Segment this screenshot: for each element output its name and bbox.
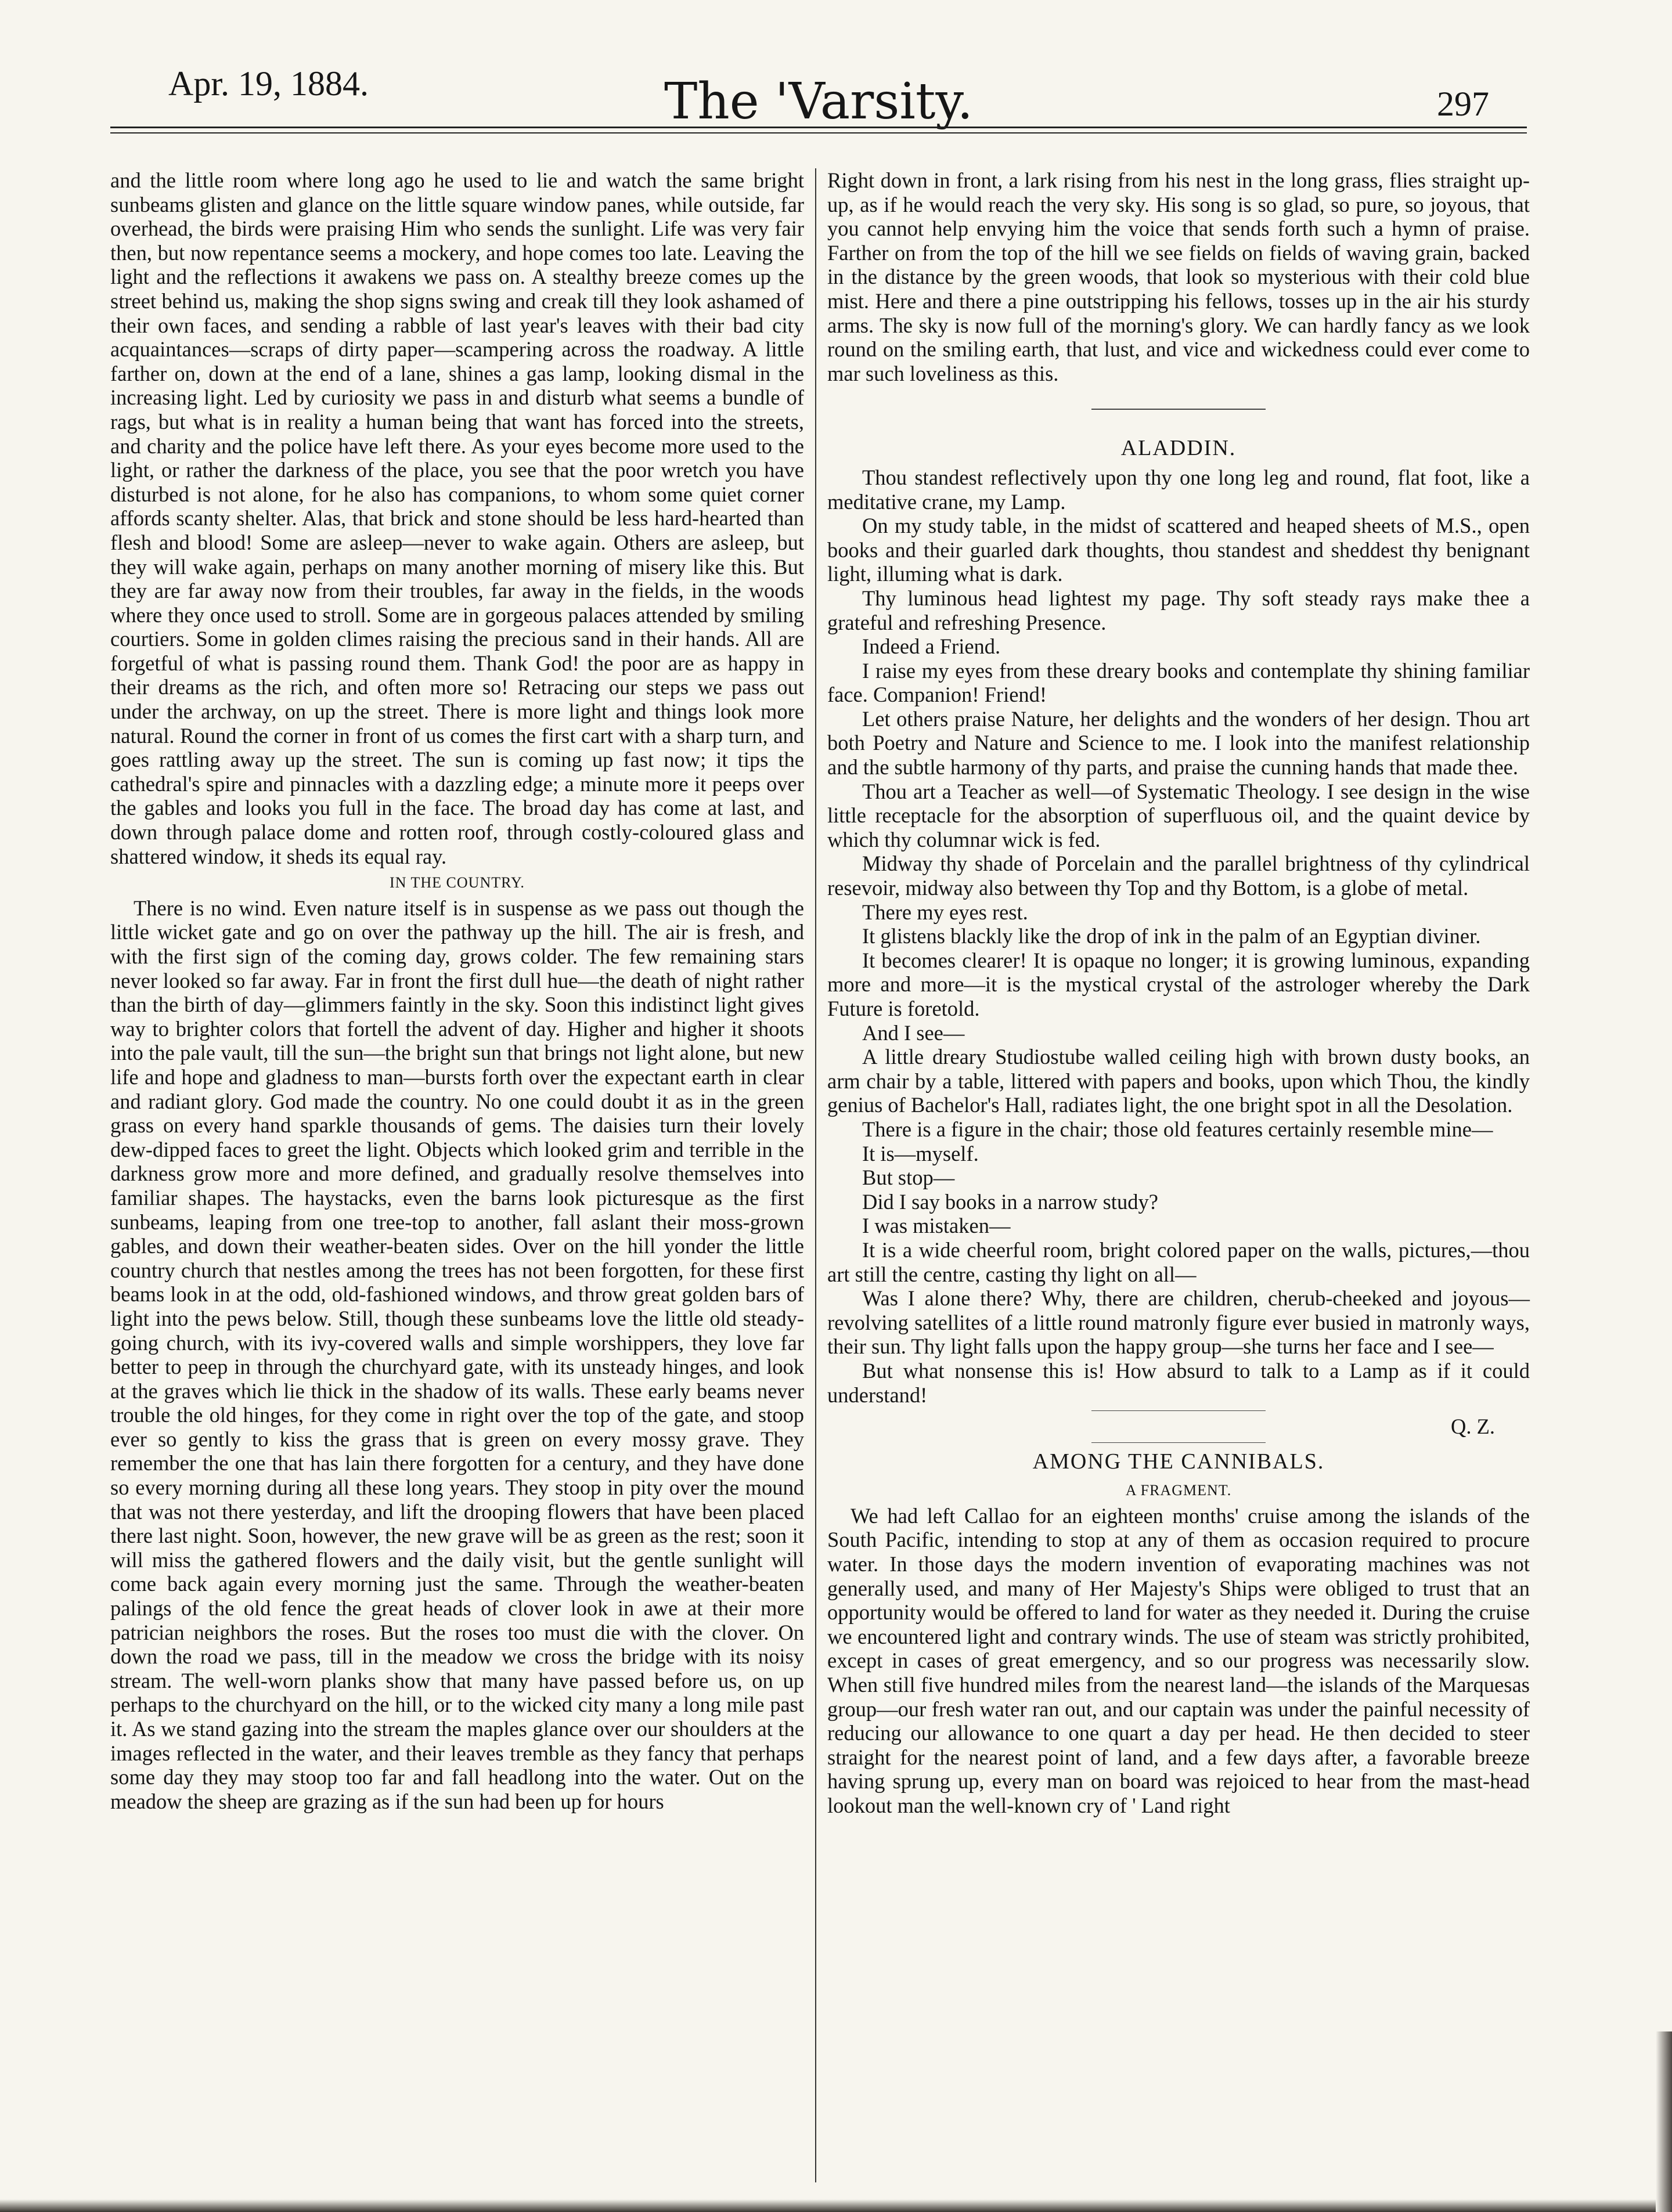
page-header xyxy=(110,58,1527,131)
article-title-cannibals: AMONG THE CANNIBALS. xyxy=(1032,1449,1325,1474)
aladdin-paragraph: I raise my eyes from these dreary books and contemplate thy shining familiar face. Companion! Friend! xyxy=(827,658,1530,707)
left-column xyxy=(110,168,804,1813)
masthead-title: The 'Varsity. xyxy=(664,73,973,131)
aladdin-paragraph: Thou art a Teacher as well—of Systematic Theology. I see design in the wise little receptacle for the absorption of superfluous oil, and the quaint device by which thy columnar wick is fed. xyxy=(827,779,1530,851)
page-number: 297 xyxy=(1437,85,1489,123)
aladdin-paragraph: And I see— xyxy=(862,1020,965,1045)
aladdin-paragraph: Did I say books in a narrow study? xyxy=(862,1189,1158,1214)
aladdin-paragraph: Let others praise Nature, her delights and the wonders of her design. Thou art both Poetry and Nature and Science to me. I look into the manifest relationship and the subtle harmony of thy parts, and praise the cunning hands that made thee. xyxy=(827,706,1530,780)
issue-date: Apr. 19, 1884. xyxy=(168,64,369,103)
header-rule-secondary xyxy=(110,132,1527,133)
aladdin-paragraph: It becomes clearer! It is opaque no longer; it is growing luminous, expanding more and more—it is the mystical crystal of the astrologer whereby the Dark Future is foretold. xyxy=(827,948,1530,1020)
author-signature: Q. Z. xyxy=(1450,1414,1495,1439)
aladdin-paragraph: Indeed a Friend. xyxy=(862,634,1001,659)
aladdin-paragraph: It is a wide cheerful room, bright colored paper on the walls, pictures,—thou art still the centre, casting thy light on all— xyxy=(827,1237,1530,1286)
section-divider-short xyxy=(1091,1410,1266,1411)
aladdin-paragraph: Thy luminous head lightest my page. Thy soft steady rays make thee a grateful and refreshing Presence. xyxy=(827,586,1530,634)
aladdin-paragraph: There my eyes rest. xyxy=(862,900,1028,924)
page-edge-shadow-right xyxy=(1656,2031,1672,2212)
article-paragraph: and the little room where long ago he used to lie and watch the same bright sunbeams glisten and glance on the little square window panes, while outside, far overhead, the birds were praising Him who sends the sunlight. Life was very fair then, but now repentance seems a mockery, and hope comes too late. Leaving the light and the reflections it awakens we pass on. A stealthy breeze comes up the street behind us, making the shop signs swing and creak till they look ashamed of their own faces, and sending a rabble of last year's leaves with their bad city acquaintances—scraps of dirty paper—scampering across the roadway. A little farther on, down at the end of a lane, shines a gas lamp, looking dismal in the increasing light. Led by curiosity we pass in and disturb what seems a bundle of rags, but what is in reality a human being that want has forced into the streets, and charity and the police have left there. As your eyes become more used to the light, or rather the darkness of the place, you see that the poor wretch you have disturbed is not alone, for he also has companions, to whom some quiet corner affords scanty shelter. Alas, that brick and stone should be less hard-hearted than flesh and blood! Some are asleep—never to wake again. Others are asleep, but they will wake again, perhaps on many another morning of misery like this. But they are far away now from their troubles, far away in the fields, in the woods where they once used to stroll. Some are in gorgeous palaces attended by smiling courtiers. Some in golden climes raising the precious sand in their hands. All are forgetful of what is passing round them. Thank God! the poor are as happy in their dreams as the rich, and often more so! Retracing our steps we pass out under the archway, on up the street. There is more light and things look more natural. Round the corner in front of us comes the first cart with a sharp turn, and goes rattling away up the street. The sun is coming up fast now; it tips the cathedral's spire and pinnacles with a dazzling edge; a minute more it peeps over the gables and looks you full in the face. The broad day has come at last, and down through palace dome and rotten roof, through costly-coloured glass and shattered window, it sheds its equal ray. xyxy=(110,168,804,868)
aladdin-paragraph: A little dreary Studiostube walled ceiling high with brown dusty books, an arm chair by a table, littered with papers and books, upon which Thou, the kindly genius of Bachelor's Hall, radiates light, the one bright spot in all the Desolation. xyxy=(827,1045,1530,1117)
article-title-aladdin: ALADDIN. xyxy=(1120,436,1237,461)
aladdin-paragraph: I was mistaken— xyxy=(862,1214,1011,1238)
aladdin-paragraph: It glistens blackly like the drop of ink in the palm of an Egyptian diviner. xyxy=(862,924,1481,948)
aladdin-body xyxy=(827,466,1530,1407)
aladdin-paragraph: Was I alone there? Why, there are children, cherub-cheeked and joyous—revolving satellites of a little round matronly figure ever busied in matronly ways, their sun. Thy light falls upon the happy group—she turns her face and I see— xyxy=(827,1286,1530,1359)
aladdin-paragraph: But stop— xyxy=(862,1165,955,1190)
article-paragraph: Right down in front, a lark rising from his nest in the long grass, flies straight up-up, as if he would reach the very sky. His song is so glad, so pure, so joyous, that you cannot help envying him the voice that sends forth such a hymn of praise. Farther on from the top of the hill we see fields on fields of waving grain, backed in the distance by the green woods, that look so mysterious with their cold blue mist. Here and there a pine outstripping his fellows, tosses up in the air his sturdy arms. The sky is now full of the morning's glory. We can hardly fancy as we look round on the smiling earth, that lust, and vice and wickedness could ever come to mar such loveliness as this. xyxy=(827,168,1530,385)
aladdin-paragraph: But what nonsense this is! How absurd to talk to a Lamp as if it could understand! xyxy=(827,1358,1530,1407)
section-divider-short xyxy=(1091,1442,1266,1443)
header-rule xyxy=(110,127,1527,128)
section-divider xyxy=(1091,409,1266,410)
aladdin-paragraph: It is—myself. xyxy=(862,1141,979,1165)
section-subheading: IN THE COUNTRY. xyxy=(390,874,525,892)
cannibals-paragraph: We had left Callao for an eighteen months' cruise among the islands of the South Pacific, intending to stop at any of them as occasion required to procure water. In those days the modern invention of evaporating machines was not generally used, and many of Her Majesty's Ships were obliged to trust that an opportunity would be offered to land for water as they needed it. During the cruise we encountered light and contrary winds. The use of steam was strictly prohibited, except in cases of great emergency, and so our progress was necessarily slow. When still five hundred miles from the nearest land—the islands of the Marquesas group—our fresh water ran out, and our captain was under the painful necessity of reducing our allowance to one quart a day per head. He then decided to steer straight for the nearest point of land, and a few days after, a favorable breeze having sprung up, every man on board was rejoiced to hear from the mast-head lookout man the well-known cry of ' Land right xyxy=(827,1503,1530,1817)
aladdin-paragraph: On my study table, in the midst of scattered and heaped sheets of M.S., open books and their guarled dark thoughts, thou standest and sheddest thy benignant light, illuming what is dark. xyxy=(827,514,1530,586)
right-column xyxy=(827,168,1530,1818)
aladdin-paragraph: Midway thy shade of Porcelain and the parallel brightness of thy cylindrical resevoir, midway also between thy Top and thy Bottom, is a globe of metal. xyxy=(827,851,1530,900)
aladdin-paragraph: Thou standest reflectively upon thy one long leg and round, flat foot, like a meditative crane, my Lamp. xyxy=(827,465,1530,514)
aladdin-paragraph: There is a figure in the chair; those old features certainly resemble mine— xyxy=(862,1117,1493,1141)
article-paragraph: There is no wind. Even nature itself is in suspense as we pass out though the little wicket gate and go on over the pathway up the hill. The air is fresh, and with the first sign of the coming day, grows colder. The few remaining stars never looked so far away. Far in front the first dull hue—the death of night rather than the birth of day—glimmers faintly in the sky. Soon this indistinct light gives way to brighter colors that fortell the advent of day. Higher and higher it shoots into the pale vault, till the sun—the bright sun that brings not light alone, but new life and hope and gladness to man—bursts forth over the expectant earth in clear and radiant glory. God made the country. No one could doubt it as in the green grass on every hand sparkle thousands of gems. The daisies turn their lovely dew-dipped faces to greet the light. Objects which looked grim and terrible in the darkness grow more and more defined, and gradually resolve themselves into familiar shapes. The haystacks, even the barns look picturesque as the first sunbeams, leaping from one tree-top to another, fall aslant their moss-grown gables, and down their weather-beaten sides. Over on the hill yonder the little country church that nestles among the trees has not been forgotten, for these first beams look in at the odd, old-fashioned windows, and throw great golden bars of light into the pews below. Still, though these sunbeams love the little old steady-going church, with its ivy-covered walls and simple worshippers, they love far better to peep in through the churchyard gate, with its unsteady hinges, and look at the graves which lie thick in the shadow of its walls. These early beams never trouble the old hinges, for they come in right over the top of the gate, and stoop ever so gently to kiss the grass that is green on every mossy grave. They remember the one that has lain there forgotten for a century, and they have done so every morning during all these long years. They stoop in pity over the mound that was not there yesterday, and lift the drooping flowers that have been placed there last night. Soon, however, the new grave will be as green as the rest; soon it will miss the gathered flowers and the daily visit, but the gentle sunlight will come back again every morning just the same. Through the weather-beaten palings of the old fence the great heads of clover look in awe at their more patrician neighbors the roses. But the roses too must die with the clover. On down the road we pass, till in the meadow we cross the bridge with its noisy stream. The well-worn planks show that many have passed before us, on up perhaps to the churchyard on the hill, or to the wicked city many a long mile past it. As we stand gazing into the stream the maples glance over our shoulders at the images reflected in the water, and their leaves tremble as they fancy that perhaps some day they may stoop too far and fall headlong into the water. Out on the meadow the sheep are grazing as if the sun had been up for hours xyxy=(110,896,804,1813)
column-divider xyxy=(815,168,816,2182)
page-edge-shadow xyxy=(0,2199,1672,2212)
article-subtitle: A FRAGMENT. xyxy=(1125,1482,1232,1499)
